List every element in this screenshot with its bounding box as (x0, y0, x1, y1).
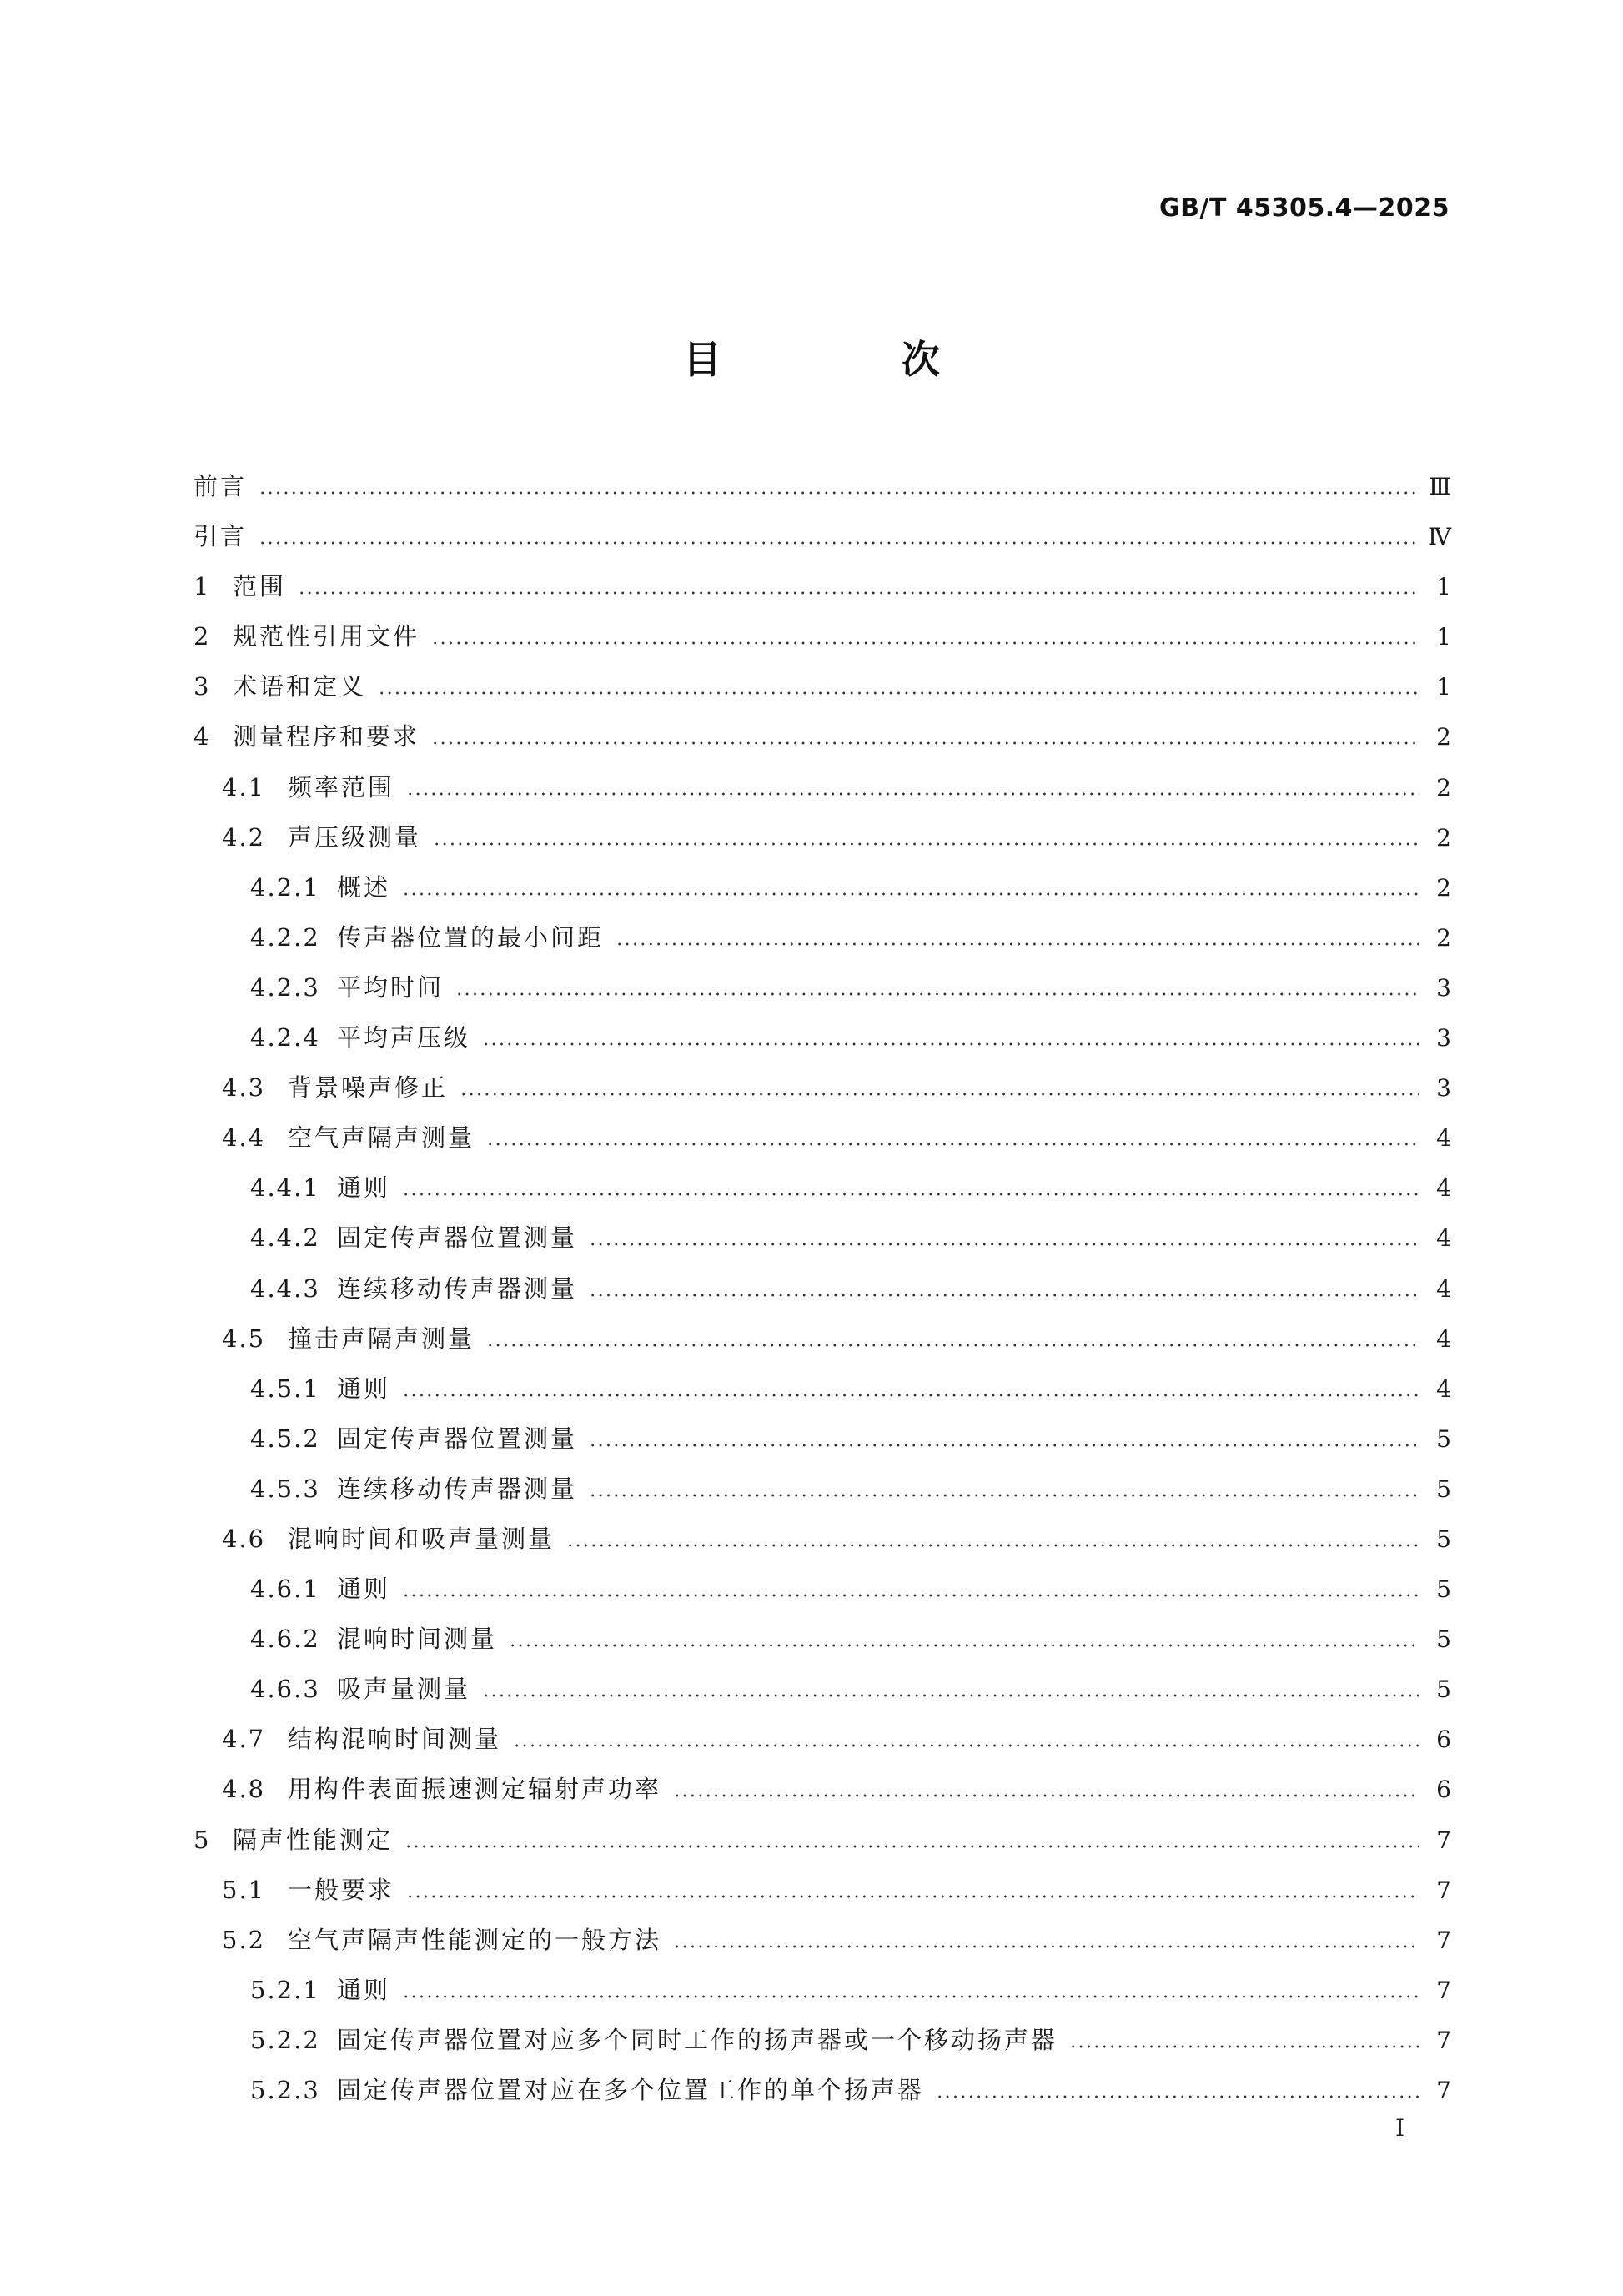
toc-entry-title: 术语和定义 (233, 672, 367, 701)
toc-entry-page: 4 (1436, 1324, 1451, 1353)
toc-entry[interactable] (193, 1414, 1451, 1464)
toc-entry-title: 声压级测量 (288, 822, 422, 852)
toc-entry-page: 7 (1436, 2077, 1451, 2104)
toc-entry-number: 3 (193, 672, 211, 701)
toc-entry[interactable] (193, 912, 1451, 962)
dot-leader (513, 1744, 1419, 1747)
dot-leader (936, 2095, 1419, 2098)
dot-leader (431, 741, 1419, 745)
toc-entry-title: 平均时间 (337, 972, 445, 1002)
toc-entry-number: 5.2.1 (250, 1975, 320, 2004)
toc-entry[interactable] (193, 1213, 1451, 1263)
standard-number: GB/T 45305.4—2025 (1159, 193, 1450, 223)
toc-entry-number: 5.2.2 (250, 2025, 320, 2054)
toc-entry[interactable] (193, 1113, 1451, 1163)
dot-leader (431, 641, 1419, 645)
dot-leader (486, 1344, 1419, 1347)
toc-entry-title: 范围 (233, 572, 287, 601)
toc-entry[interactable] (193, 1915, 1451, 1965)
toc-entry[interactable] (193, 1163, 1451, 1213)
toc-entry[interactable] (193, 2065, 1451, 2115)
toc-entry[interactable] (193, 1364, 1451, 1414)
toc-entry-page: 5 (1436, 1625, 1451, 1654)
toc-entry-number: 4.2.2 (250, 922, 320, 952)
toc-entry-number: 4.2.3 (250, 972, 320, 1002)
toc-entry-number: 2 (193, 622, 211, 651)
toc-entry[interactable] (193, 1614, 1451, 1664)
toc-entry-page: 1 (1436, 573, 1451, 601)
toc-entry-title: 通则 (337, 1575, 391, 1604)
toc-entry-title: 固定传声器位置测量 (337, 1424, 578, 1453)
toc-entry-page: 5 (1436, 1575, 1451, 1604)
toc-entry-number: 4.6 (222, 1524, 266, 1553)
dot-leader (378, 691, 1419, 695)
toc-entry-page: 2 (1436, 723, 1451, 751)
toc-entry-page: 4 (1436, 1224, 1451, 1253)
toc-entry-title: 撞击声隔声测量 (288, 1324, 475, 1353)
toc-entry-number: 5.1 (222, 1875, 266, 1904)
toc-entry-number: 4.2 (222, 822, 266, 852)
toc-entry-number: 4 (193, 722, 211, 751)
dot-leader (402, 1995, 1419, 1998)
toc-entry[interactable] (193, 1714, 1451, 1764)
toc-entry-page: 4 (1436, 1274, 1451, 1303)
dot-leader (486, 1143, 1419, 1146)
dot-leader (259, 541, 1419, 545)
toc-entry[interactable] (193, 511, 1451, 561)
toc-entry-number: 4.5.2 (250, 1424, 320, 1453)
toc-entry-title: 通则 (337, 1975, 391, 2004)
dot-leader (402, 1193, 1419, 1196)
toc-entry[interactable] (193, 661, 1451, 711)
toc-entry[interactable] (193, 862, 1451, 912)
toc-entry-title: 固定传声器位置对应在多个位置工作的单个扬声器 (337, 2076, 925, 2104)
dot-leader (402, 1594, 1419, 1597)
toc-entry-number: 4.1 (222, 772, 266, 801)
dot-leader (402, 892, 1419, 896)
toc-entry-page: 6 (1436, 1726, 1451, 1754)
toc-entry-title: 规范性引用文件 (233, 622, 420, 651)
toc-entry-title: 概述 (337, 872, 391, 902)
dot-leader (616, 942, 1419, 946)
toc-entry-page: 3 (1436, 1024, 1451, 1053)
toc-entry-page: 5 (1436, 1475, 1451, 1503)
toc-entry-title: 用构件表面振速测定辐射声功率 (288, 1775, 662, 1804)
page-folio: Ⅰ (1394, 2114, 1404, 2142)
toc-entry-page: 3 (1436, 1074, 1451, 1103)
toc-entry-number: 4.4.2 (250, 1223, 320, 1253)
toc-entry-title: 结构混响时间测量 (288, 1725, 502, 1754)
toc-entry-number: 4.8 (222, 1775, 266, 1804)
toc-entry[interactable] (193, 711, 1451, 761)
toc-entry-page: 7 (1436, 1826, 1451, 1854)
toc-entry-title: 混响时间测量 (337, 1625, 498, 1654)
toc-entry-title: 前言 (193, 472, 248, 500)
toc-entry-page: Ⅲ (1428, 473, 1451, 500)
dot-leader (1069, 2045, 1419, 2048)
dot-leader (406, 792, 1419, 796)
dot-leader (589, 1444, 1419, 1447)
toc-entry[interactable] (193, 1965, 1451, 2015)
dot-leader (673, 1945, 1419, 1948)
toc-entry-page: 7 (1436, 1876, 1451, 1904)
toc-entry-page: 3 (1436, 973, 1451, 1002)
toc-entry-number: 4.2.4 (250, 1023, 320, 1053)
toc-entry[interactable] (193, 762, 1451, 812)
toc-entry-page: 2 (1436, 823, 1451, 852)
toc-entry[interactable] (193, 461, 1451, 511)
dot-leader (566, 1544, 1419, 1547)
dot-leader (673, 1794, 1419, 1797)
toc-entry-number: 4.7 (222, 1725, 266, 1754)
toc-entry-number: 1 (193, 572, 211, 601)
toc-entry-title: 固定传声器位置测量 (337, 1223, 578, 1253)
toc-entry-title: 隔声性能测定 (233, 1825, 394, 1854)
toc-entry-title: 背景噪声修正 (288, 1073, 449, 1103)
toc-entry-title: 连续移动传声器测量 (337, 1474, 578, 1503)
toc-entry-number: 4.6.1 (250, 1575, 320, 1604)
toc-entry[interactable] (193, 1264, 1451, 1314)
dot-leader (482, 1042, 1419, 1046)
toc-entry-title: 混响时间和吸声量测量 (288, 1524, 555, 1553)
toc-entry-page: 2 (1436, 873, 1451, 902)
toc-entry[interactable] (193, 611, 1451, 661)
dot-leader (259, 491, 1419, 495)
dot-leader (406, 1895, 1419, 1898)
toc-entry-title: 传声器位置的最小间距 (337, 922, 605, 952)
toc-entry-title: 测量程序和要求 (233, 722, 420, 751)
dot-leader (404, 1845, 1419, 1848)
toc-entry-page: 5 (1436, 1525, 1451, 1553)
toc-entry[interactable] (193, 962, 1451, 1012)
dot-leader (589, 1494, 1419, 1497)
toc-entry-page: 4 (1436, 1374, 1451, 1403)
toc-entry-title: 引言 (193, 522, 248, 551)
dot-leader (509, 1644, 1419, 1647)
toc-entry-page: 7 (1436, 1926, 1451, 1954)
toc-entry-number: 5.2 (222, 1925, 266, 1954)
toc-entry-number: 4.3 (222, 1073, 266, 1103)
dot-leader (589, 1294, 1419, 1297)
toc-entry-page: 1 (1436, 623, 1451, 651)
toc-entry-number: 4.6.3 (250, 1675, 320, 1704)
toc-entry[interactable] (193, 2015, 1451, 2065)
toc-entry-title: 频率范围 (288, 772, 395, 801)
toc-entry-page: 4 (1436, 1174, 1451, 1203)
toc-entry-title: 空气声隔声测量 (288, 1123, 475, 1153)
toc-entry-page: 5 (1436, 1424, 1451, 1453)
dot-leader (402, 1394, 1419, 1397)
toc-entry-page: 5 (1436, 1676, 1451, 1704)
table-of-contents (193, 461, 1451, 2115)
toc-entry-number: 4.4 (222, 1123, 266, 1153)
toc-entry[interactable] (193, 812, 1451, 862)
toc-entry-title: 一般要求 (288, 1875, 395, 1904)
toc-entry-page: 1 (1436, 673, 1451, 701)
dot-leader (433, 842, 1419, 846)
toc-entry-page: 6 (1436, 1776, 1451, 1804)
toc-entry[interactable] (193, 1664, 1451, 1714)
toc-entry-title: 连续移动传声器测量 (337, 1274, 578, 1303)
dot-leader (460, 1093, 1419, 1096)
toc-entry[interactable] (193, 1464, 1451, 1514)
toc-entry-title: 空气声隔声性能测定的一般方法 (288, 1925, 662, 1954)
toc-entry-title: 通则 (337, 1173, 391, 1203)
toc-entry-number: 4.5.3 (250, 1474, 320, 1503)
dot-leader (589, 1243, 1419, 1246)
toc-entry-number: 4.4.1 (250, 1173, 320, 1203)
toc-entry[interactable] (193, 561, 1451, 611)
toc-entry-number: 4.6.2 (250, 1625, 320, 1654)
toc-entry-number: 5 (193, 1825, 211, 1854)
dot-leader (455, 992, 1419, 996)
toc-entry[interactable] (193, 1012, 1451, 1063)
toc-entry[interactable] (193, 1815, 1451, 1865)
toc-entry-title: 吸声量测量 (337, 1675, 471, 1704)
toc-entry-number: 4.2.1 (250, 872, 320, 902)
toc-entry-number: 4.5 (222, 1324, 266, 1353)
dot-leader (482, 1694, 1419, 1697)
toc-entry-title: 固定传声器位置对应多个同时工作的扬声器或一个移动扬声器 (337, 2025, 1058, 2054)
toc-entry-page: 7 (1436, 2026, 1451, 2054)
toc-entry-page: 2 (1436, 923, 1451, 952)
toc-entry[interactable] (193, 1514, 1451, 1564)
toc-entry[interactable] (193, 1865, 1451, 1915)
toc-entry-title: 平均声压级 (337, 1023, 471, 1053)
toc-entry[interactable] (193, 1314, 1451, 1364)
toc-entry-page: 7 (1436, 1976, 1451, 2004)
toc-entry-number: 4.4.3 (250, 1274, 320, 1303)
toc-entry[interactable] (193, 1564, 1451, 1614)
toc-entry-title: 通则 (337, 1374, 391, 1403)
toc-entry[interactable] (193, 1063, 1451, 1113)
toc-title: 目 次 (682, 337, 1023, 382)
toc-entry-page: 4 (1436, 1124, 1451, 1153)
toc-entry-number: 5.2.3 (250, 2076, 320, 2104)
toc-entry[interactable] (193, 1764, 1451, 1814)
toc-entry-number: 4.5.1 (250, 1374, 320, 1403)
toc-entry-page: 2 (1436, 773, 1451, 801)
dot-leader (298, 591, 1419, 595)
toc-entry-page: Ⅳ (1428, 523, 1451, 551)
